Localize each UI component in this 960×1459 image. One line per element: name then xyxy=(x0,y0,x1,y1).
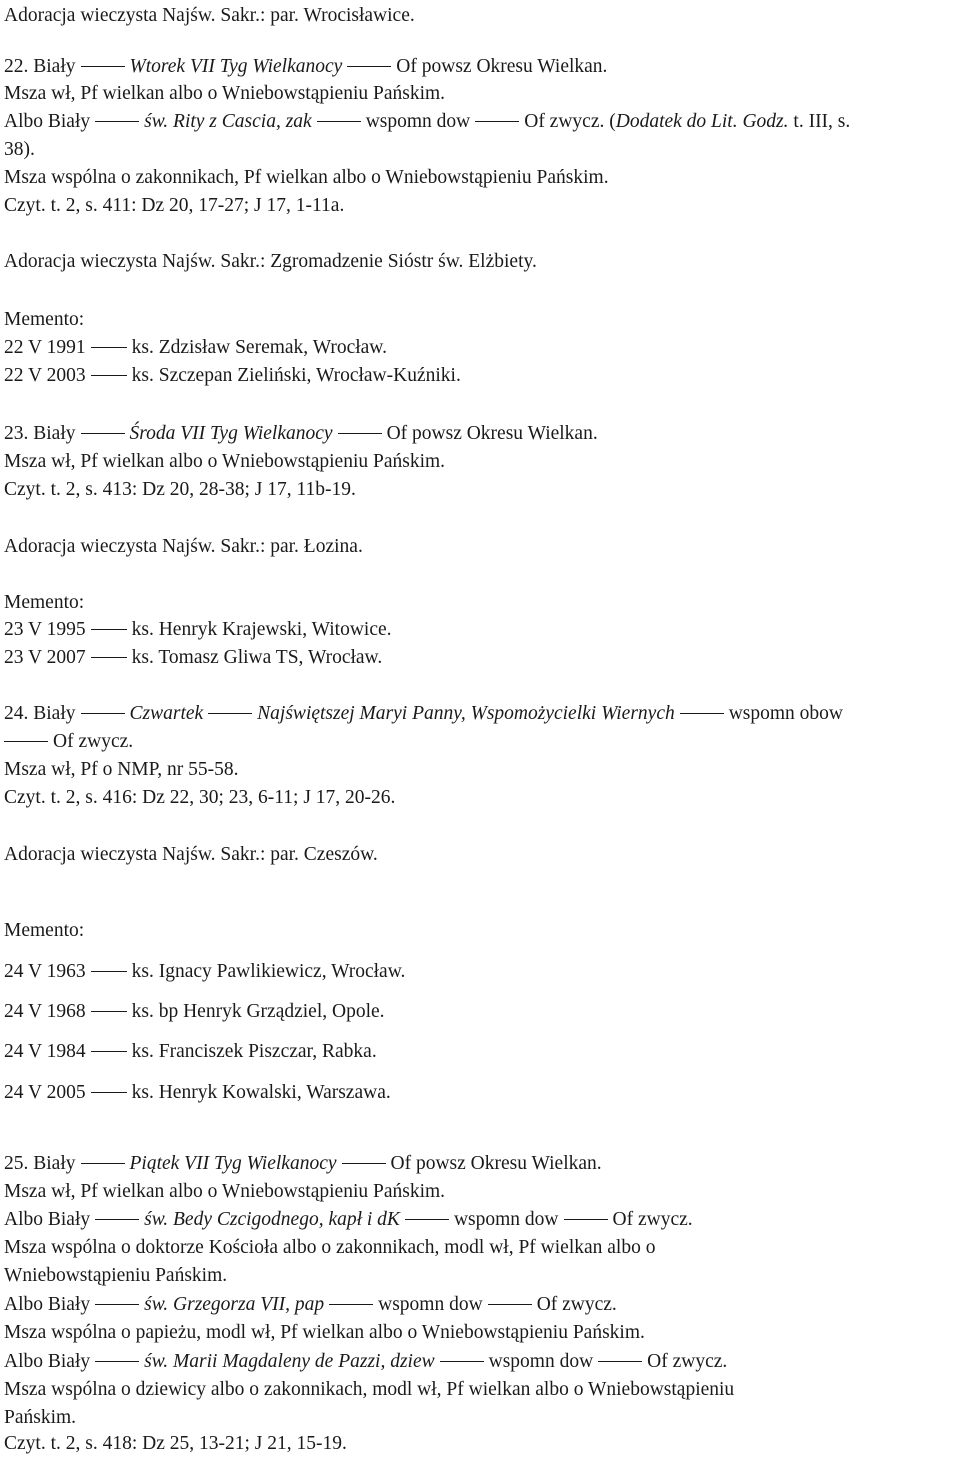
day-25-alt-3-mass-cont: Pańskim. xyxy=(4,1407,77,1428)
day-25-alternative-3: Albo Biały św. Marii Magdaleny de Pazzi, dziew wspomn dow Of zwycz. xyxy=(4,1351,728,1372)
day-25-readings: Czyt. t. 2, s. 418: Dz 25, 13-21; J 21, 15-19. xyxy=(4,1433,347,1454)
memento-entry: 23 V 1995 ks. Henryk Krajewski, Witowice. xyxy=(4,619,392,640)
day-24-header: 24. Biały Czwartek Najświętszej Maryi Panny, Wspomożycielki Wiernych wspomn obow xyxy=(4,703,844,724)
day-22-adoration: Adoracja wieczysta Najśw. Sakr.: Zgromadzenie Sióstr św. Elżbiety. xyxy=(4,251,537,272)
adoration-line: Adoracja wieczysta Najśw. Sakr.: par. Wrocisławice. xyxy=(4,5,415,26)
day-22-header: 22. Biały Wtorek VII Tyg Wielkanocy Of powsz Okresu Wielkan. xyxy=(4,56,608,77)
day-25-header: 25. Biały Piątek VII Tyg Wielkanocy Of powsz Okresu Wielkan. xyxy=(4,1153,602,1174)
day-23-mass: Msza wł, Pf wielkan albo o Wniebowstąpieniu Pańskim. xyxy=(4,451,446,472)
day-23-adoration: Adoracja wieczysta Najśw. Sakr.: par. Łozina. xyxy=(4,536,363,557)
memento-entry: 24 V 1963 ks. Ignacy Pawlikiewicz, Wrocław. xyxy=(4,961,406,982)
day-23-header: 23. Biały Środa VII Tyg Wielkanocy Of powsz Okresu Wielkan. xyxy=(4,423,598,444)
day-24-adoration: Adoracja wieczysta Najśw. Sakr.: par. Czeszów. xyxy=(4,844,378,865)
memento-entry: 24 V 1968 ks. bp Henryk Grządziel, Opole. xyxy=(4,1001,385,1022)
day-24-mass: Msza wł, Pf o NMP, nr 55-58. xyxy=(4,759,239,780)
memento-entry: 22 V 2003 ks. Szczepan Zieliński, Wrocław-Kuźniki. xyxy=(4,365,461,386)
day-25-alternative-1: Albo Biały św. Bedy Czcigodnego, kapł i dK wspomn dow Of zwycz. xyxy=(4,1209,693,1230)
day-22-common-mass: Msza wspólna o zakonnikach, Pf wielkan albo o Wniebowstąpieniu Pańskim. xyxy=(4,167,609,188)
day-22-mass: Msza wł, Pf wielkan albo o Wniebowstąpieniu Pańskim. xyxy=(4,83,446,104)
memento-entry: 22 V 1991 ks. Zdzisław Seremak, Wrocław. xyxy=(4,337,387,358)
memento-heading-24: Memento: xyxy=(4,920,85,941)
day-22-readings: Czyt. t. 2, s. 411: Dz 20, 17-27; J 17, 1-11a. xyxy=(4,195,345,216)
memento-entry: 24 V 2005 ks. Henryk Kowalski, Warszawa. xyxy=(4,1082,391,1103)
day-25-alt-3-mass: Msza wspólna o dziewicy albo o zakonnikach, modl wł, Pf wielkan albo o Wniebowstąpieniu xyxy=(4,1379,735,1400)
day-24-readings: Czyt. t. 2, s. 416: Dz 22, 30; 23, 6-11; J 17, 20-26. xyxy=(4,787,396,808)
memento-heading-23: Memento: xyxy=(4,592,85,613)
day-22-ref-end: 38). xyxy=(4,139,35,160)
day-25-alternative-2: Albo Biały św. Grzegorza VII, pap wspomn dow Of zwycz. xyxy=(4,1294,617,1315)
day-25-mass: Msza wł, Pf wielkan albo o Wniebowstąpieniu Pańskim. xyxy=(4,1181,446,1202)
day-25-alt-2-mass: Msza wspólna o papieżu, modl wł, Pf wielkan albo o Wniebowstąpieniu Pańskim. xyxy=(4,1322,645,1343)
day-23-readings: Czyt. t. 2, s. 413: Dz 20, 28-38; J 17, 11b-19. xyxy=(4,479,356,500)
memento-entry: 23 V 2007 ks. Tomasz Gliwa TS, Wrocław. xyxy=(4,647,383,668)
memento-heading-22: Memento: xyxy=(4,309,85,330)
day-25-alt-1-mass: Msza wspólna o doktorze Kościoła albo o zakonnikach, modl wł, Pf wielkan albo o xyxy=(4,1237,656,1258)
memento-entry: 24 V 1984 ks. Franciszek Piszczar, Rabka. xyxy=(4,1041,377,1062)
day-22-alternative: Albo Biały św. Rity z Cascia, zak wspomn dow Of zwycz. (Dodatek do Lit. Godz. t. III, s. xyxy=(4,111,851,132)
day-24-office: Of zwycz. xyxy=(4,728,133,756)
day-25-alt-1-mass-cont: Wniebowstąpieniu Pańskim. xyxy=(4,1265,228,1286)
